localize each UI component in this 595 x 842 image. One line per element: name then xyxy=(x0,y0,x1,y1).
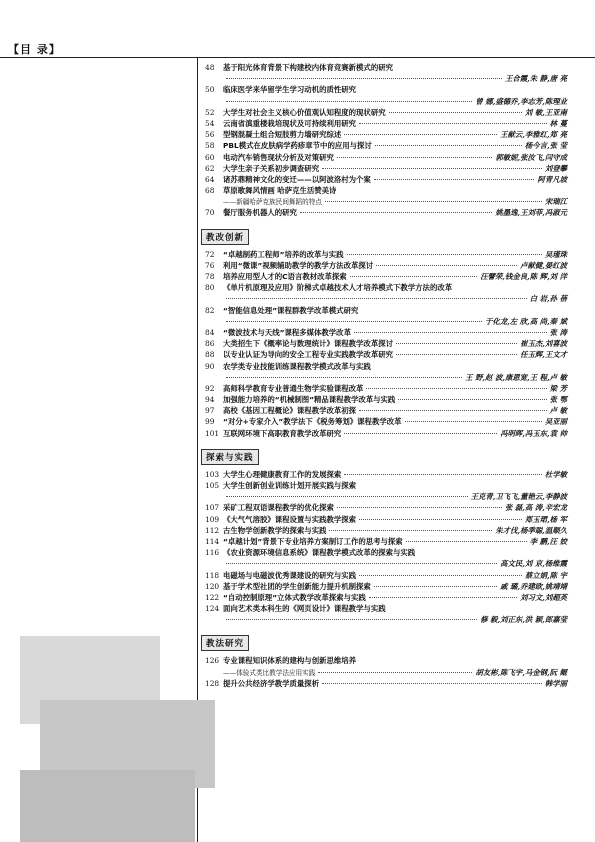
page-number: 94 xyxy=(205,395,215,405)
entry-authors: 刘 敏,王亚南 xyxy=(524,107,567,117)
leader-dots xyxy=(344,433,497,434)
leader-dots xyxy=(344,134,497,135)
toc-entry[interactable] xyxy=(205,416,567,427)
entry-line xyxy=(205,558,567,569)
leader-dots xyxy=(396,343,517,344)
leader-dots xyxy=(366,388,546,389)
leader-dots xyxy=(396,354,517,355)
toc-header: 【目 录】 xyxy=(8,43,61,56)
table-of-contents xyxy=(205,62,567,689)
entry-authors: 崔玉杰,刘喜波 xyxy=(520,339,567,349)
entry-title: 大学生心理健康教育工作的发展探索 xyxy=(223,469,342,479)
leader-dots xyxy=(374,179,535,180)
page-number: 101 xyxy=(205,428,220,438)
entry-line xyxy=(205,469,567,480)
entry-authors: 卢献健,晏红波 xyxy=(520,260,567,270)
entry-title: “微波技术与天线”课程多媒体教学改革 xyxy=(223,327,351,337)
page-number: 68 xyxy=(205,186,215,196)
toc-entry[interactable] xyxy=(205,428,567,439)
entry-title: 互联网环境下高职教育教学改革研究 xyxy=(223,428,342,438)
entry-group xyxy=(205,469,567,626)
entry-authors: 郑玉珺,杨 军 xyxy=(524,514,567,524)
entry-line xyxy=(205,361,567,372)
entry-title: 《农业资源环境信息系统》课程教学模式改革的探索与实践 xyxy=(223,548,416,558)
page-number: 99 xyxy=(205,417,215,427)
leader-dots xyxy=(359,123,547,124)
entry-title: 大学生创新创业训练计划开展实践与探索 xyxy=(223,481,357,490)
entry-title: “对分+专家介入”教学法下《税务筹划》课程教学改革 xyxy=(223,417,402,427)
page-number: 109 xyxy=(205,514,220,524)
entry-line xyxy=(205,502,567,513)
entry-line xyxy=(205,338,567,349)
entry-line xyxy=(205,271,567,282)
entry-line xyxy=(205,480,567,491)
page-number: 48 xyxy=(205,63,215,72)
entry-authors: 曾 娜,盛德乔,李志芳,陈理业 xyxy=(475,96,567,106)
page-number: 116 xyxy=(205,548,220,558)
page-number: 64 xyxy=(205,174,215,184)
toc-entry[interactable] xyxy=(205,570,567,581)
page-number: 86 xyxy=(205,339,215,349)
leader-dots xyxy=(369,597,517,598)
leader-dots xyxy=(344,474,542,475)
entry-subtitle: ——新疆哈萨克族民间舞蹈的特点 xyxy=(223,198,322,207)
entry-authors: 吴亚丽 xyxy=(544,417,567,427)
entry-title: 临床医学来华留学生学习动机的质性研究 xyxy=(223,85,357,95)
page-number: 76 xyxy=(205,260,215,270)
leader-dots xyxy=(406,541,527,542)
entry-line xyxy=(205,196,567,207)
entry-title: “自动控制原理”立体式教学改革探索与实践 xyxy=(223,592,366,602)
entry-authors: 王克青,卫飞飞,董艳云,李静波 xyxy=(470,492,567,502)
entry-title: 高师科学教育专业普通生物学实验课程改革 xyxy=(223,383,364,393)
entry-line xyxy=(205,185,567,196)
entry-line xyxy=(205,327,567,338)
entry-line xyxy=(205,73,567,84)
leader-dots xyxy=(354,332,547,333)
leader-dots xyxy=(359,519,522,520)
entry-subtitle: ——体验式类比教学法应用实践 xyxy=(223,668,316,677)
toc-entry[interactable] xyxy=(205,678,567,689)
page-number: 60 xyxy=(205,152,215,162)
leader-dots xyxy=(350,276,478,277)
leader-dots xyxy=(226,101,472,102)
page-number: 112 xyxy=(205,525,220,535)
entry-authors: 李 鹏,汪 姣 xyxy=(529,536,567,546)
page-number: 54 xyxy=(205,118,215,128)
entry-title: 专业课程知识体系的建构与创新思维培养 xyxy=(223,656,357,666)
entry-title: 诸苏鼎精神文化的变迁——以阿波洛村为个案 xyxy=(223,174,371,184)
entry-title: 《单片机原理及应用》阶梯式卓越技术人才培养模式下教学方法的改革 xyxy=(223,283,453,293)
entry-line xyxy=(205,383,567,394)
page-number: 97 xyxy=(205,406,215,416)
header-rule xyxy=(0,57,595,58)
page-number: 72 xyxy=(205,249,215,259)
entry-authors: 戚 璐,乔建欧,姚靖靖 xyxy=(500,581,567,591)
page-number: 92 xyxy=(205,383,215,393)
page-number: 90 xyxy=(205,361,215,371)
toc-entry[interactable] xyxy=(205,361,567,383)
entry-line xyxy=(205,514,567,525)
leader-dots xyxy=(318,672,472,673)
entry-authors: 梁 芳 xyxy=(549,383,567,393)
entry-line xyxy=(205,536,567,547)
entry-line xyxy=(205,394,567,405)
page-number: 122 xyxy=(205,592,220,602)
entry-authors: 卢 敏 xyxy=(549,406,567,416)
toc-entry[interactable] xyxy=(205,469,567,480)
page-number: 114 xyxy=(205,536,220,546)
entry-authors: 于化龙,左 欣,高 尚,秦 斌 xyxy=(485,316,567,326)
entry-title: 基于阳光体育背景下构建校内体育竞赛新模式的研究 xyxy=(223,63,393,72)
toc-entry[interactable] xyxy=(205,592,567,603)
toc-entry[interactable] xyxy=(205,514,567,525)
entry-authors: 杜学敏 xyxy=(544,469,567,479)
leader-dots xyxy=(322,168,542,169)
leader-dots xyxy=(374,586,497,587)
leader-dots xyxy=(226,298,527,299)
entry-title: PBL模式在皮肤病学药疹章节中的应用与探讨 xyxy=(223,141,372,151)
entry-title: “卓越制药工程师”培养的改革与实践 xyxy=(223,249,344,259)
page-number: 105 xyxy=(205,481,220,490)
entry-authors: 蔡立娟,陈 宇 xyxy=(524,570,567,580)
entry-title: 云南省滇重楼栽培现状及可持续利用研究 xyxy=(223,118,357,128)
entry-line xyxy=(205,129,567,140)
entry-authors: 吴瑾珠 xyxy=(544,249,567,259)
leader-dots xyxy=(226,321,482,322)
page-number: 107 xyxy=(205,503,220,513)
leader-dots xyxy=(226,619,477,620)
leader-dots xyxy=(226,496,468,497)
entry-title: 古生物学创新教学的探索与实践 xyxy=(223,525,327,535)
entry-line xyxy=(205,416,567,427)
leader-dots xyxy=(226,78,502,79)
entry-authors: 张 涛 xyxy=(549,327,567,337)
entry-title: 电动汽车销售现状分析及对策研究 xyxy=(223,152,334,162)
entry-authors: 张 鄂 xyxy=(549,395,567,405)
entry-authors: 高文民,刘 京,杨维霞 xyxy=(500,559,567,569)
entry-line xyxy=(205,491,567,502)
toc-entry[interactable] xyxy=(205,603,567,625)
entry-title: 利用“微课”视频辅助教学的教学方法改革探讨 xyxy=(223,260,374,270)
entry-group xyxy=(205,249,567,439)
page-number: 56 xyxy=(205,130,215,140)
toc-entry[interactable] xyxy=(205,84,567,106)
entry-authors: 王献云,李雅红,郑 亮 xyxy=(500,130,567,140)
toc-entry[interactable] xyxy=(205,383,567,394)
leader-dots xyxy=(337,507,502,508)
toc-entry[interactable] xyxy=(205,282,567,304)
entry-title: 大学生亲子关系初步调查研究 xyxy=(223,163,320,173)
entry-authors: 冯明晖,冯玉东,袁 帅 xyxy=(500,428,567,438)
entry-title: “智能信息处理”课程群教学改革模式研究 xyxy=(223,305,359,315)
leader-dots xyxy=(337,157,492,158)
leader-dots xyxy=(376,265,517,266)
toc-entry[interactable] xyxy=(205,581,567,592)
toc-entry[interactable] xyxy=(205,152,567,163)
entry-line xyxy=(205,207,567,218)
page-number: 62 xyxy=(205,163,215,173)
entry-line xyxy=(205,62,567,73)
entry-title: 面向艺术类本科生的《网页设计》课程教学与实践 xyxy=(223,604,386,614)
toc-entry[interactable] xyxy=(205,394,567,405)
toc-entry[interactable] xyxy=(205,327,567,338)
page-number: 120 xyxy=(205,581,220,591)
toc-entry[interactable] xyxy=(205,655,567,677)
leader-dots xyxy=(347,254,542,255)
page-number: 80 xyxy=(205,283,215,293)
section-heading-practice: 探索与实践 xyxy=(201,449,259,465)
entry-line xyxy=(205,592,567,603)
page-number: 78 xyxy=(205,272,215,281)
decorative-block xyxy=(20,770,195,842)
leader-dots xyxy=(226,563,497,564)
entry-authors: 郭敏妮,张汝飞,闫守成 xyxy=(495,152,567,162)
toc-entry[interactable] xyxy=(205,271,567,282)
entry-authors: 宋瑞江 xyxy=(544,197,567,207)
page-number: 124 xyxy=(205,604,220,614)
page-number: 88 xyxy=(205,350,215,360)
leader-dots xyxy=(226,377,462,378)
section-heading-reform: 教改创新 xyxy=(201,229,249,245)
toc-entry[interactable] xyxy=(205,536,567,547)
entry-authors: 韩学丽 xyxy=(544,678,567,688)
page-number: 118 xyxy=(205,570,220,580)
entry-group xyxy=(205,62,567,219)
leader-dots xyxy=(375,145,522,146)
leader-dots xyxy=(405,421,542,422)
entry-line xyxy=(205,570,567,581)
leader-dots xyxy=(329,530,492,531)
entry-line xyxy=(205,152,567,163)
entry-authors: 杨今言,张 莹 xyxy=(524,141,567,151)
entry-authors: 刘登攀 xyxy=(544,163,567,173)
entry-line xyxy=(205,316,567,327)
entry-line xyxy=(205,293,567,304)
entry-title: 草原歌舞风情画 哈萨克生活赞美诗 xyxy=(223,186,337,196)
entry-authors: 汪譬荣,钱金良,陈 辉,刘 洋 xyxy=(480,272,567,281)
entry-title: 采矿工程双语课程教学的优化探索 xyxy=(223,503,334,513)
entry-title: 高校《基因工程概论》课程教学改革初探 xyxy=(223,406,357,416)
entry-title: 餐厅服务机器人的研究 xyxy=(223,208,297,218)
leader-dots xyxy=(359,575,522,576)
leader-dots xyxy=(300,212,492,213)
page-number: 50 xyxy=(205,85,215,95)
toc-entry[interactable] xyxy=(205,107,567,118)
toc-entry[interactable] xyxy=(205,305,567,327)
toc-entry[interactable] xyxy=(205,185,567,207)
page-number: 84 xyxy=(205,327,215,337)
entry-line xyxy=(205,96,567,107)
toc-entry[interactable] xyxy=(205,525,567,536)
toc-entry[interactable] xyxy=(205,480,567,502)
toc-entry[interactable] xyxy=(205,62,567,84)
page-number: 82 xyxy=(205,305,215,315)
entry-line xyxy=(205,614,567,625)
entry-authors: 白 岩,孙 蓓 xyxy=(529,294,567,304)
entry-authors: 姚墨逸,王刘菲,冯淑元 xyxy=(495,208,567,218)
entry-line xyxy=(205,405,567,416)
entry-line xyxy=(205,349,567,360)
entry-title: 培养应用型人才的C语言教材改革探索 xyxy=(223,272,347,281)
entry-line xyxy=(205,260,567,271)
leader-dots xyxy=(398,399,546,400)
page-number: 128 xyxy=(205,678,220,688)
entry-line xyxy=(205,305,567,316)
page-number: 103 xyxy=(205,469,220,479)
leader-dots xyxy=(389,112,522,113)
toc-entry[interactable] xyxy=(205,129,567,140)
entry-line xyxy=(205,107,567,118)
entry-authors: 王 野,赵 波,康恩宽,王 程,卢 敏 xyxy=(465,372,567,382)
entry-authors: 任玉辉,王文才 xyxy=(520,350,567,360)
toc-entry[interactable] xyxy=(205,338,567,349)
page-number: 70 xyxy=(205,208,215,218)
toc-entry[interactable] xyxy=(205,260,567,271)
entry-authors: 王合霞,朱 静,唐 亮 xyxy=(504,74,567,84)
entry-title: 提升公共经济学教学质量探析 xyxy=(223,678,320,688)
entry-authors: 胡友彬,陈飞宇,马金钢,阮 鲲 xyxy=(475,667,567,677)
entry-line xyxy=(205,84,567,95)
entry-line xyxy=(205,428,567,439)
entry-title: 以专业认证为导向的安全工程专业实践教学改革研究 xyxy=(223,350,393,360)
toc-entry[interactable] xyxy=(205,207,567,218)
page-number: 52 xyxy=(205,107,215,117)
entry-line xyxy=(205,678,567,689)
toc-entry[interactable] xyxy=(205,118,567,129)
entry-line xyxy=(205,547,567,558)
entry-title: 型钢混凝土组合短肢剪力墙研究综述 xyxy=(223,130,342,140)
leader-dots xyxy=(325,201,542,202)
entry-line xyxy=(205,174,567,185)
entry-authors: 朱才伐,杨季聪,温顺久 xyxy=(495,525,567,535)
entry-line xyxy=(205,655,567,666)
entry-authors: 林 蔓 xyxy=(549,118,567,128)
entry-title: 电磁场与电磁波优秀课建设的研究与实践 xyxy=(223,570,357,580)
toc-entry[interactable] xyxy=(205,349,567,360)
entry-line xyxy=(205,603,567,614)
entry-line xyxy=(205,282,567,293)
leader-dots xyxy=(359,410,547,411)
entry-title: “卓越计划”背景下专业培养方案制订工作的思考与探索 xyxy=(223,536,403,546)
toc-entry[interactable] xyxy=(205,174,567,185)
entry-title: 《大气气溶胶》课程设置与实践教学探索 xyxy=(223,514,357,524)
entry-authors: 张 磊,高 涛,辛宏龙 xyxy=(504,503,567,513)
entry-authors: 阿青凡坡 xyxy=(537,174,567,184)
entry-authors: 刘习文,刘超英 xyxy=(520,592,567,602)
entry-line xyxy=(205,249,567,260)
entry-line xyxy=(205,118,567,129)
toc-entry[interactable] xyxy=(205,547,567,569)
section-heading-method: 教法研究 xyxy=(201,635,249,651)
entry-title: 基于学术型社团的学生创新能力提升机制探索 xyxy=(223,581,371,591)
toc-entry[interactable] xyxy=(205,163,567,174)
entry-title: 大学生对社会主义核心价值观认知程度的现状研究 xyxy=(223,107,386,117)
toc-entry[interactable] xyxy=(205,502,567,513)
entry-line xyxy=(205,163,567,174)
entry-line xyxy=(205,372,567,383)
toc-entry[interactable] xyxy=(205,249,567,260)
toc-entry[interactable] xyxy=(205,405,567,416)
entry-title: 加强能力培养的“机械制图”精品课程教学改革与实践 xyxy=(223,395,396,405)
page-number: 58 xyxy=(205,141,215,151)
entry-group xyxy=(205,655,567,689)
entry-line xyxy=(205,525,567,536)
entry-title: 农学类专业技能训练课程教学模式改革与实践 xyxy=(223,361,371,371)
entry-line xyxy=(205,140,567,151)
leader-dots xyxy=(322,683,542,684)
entry-line xyxy=(205,667,567,678)
entry-line xyxy=(205,581,567,592)
entry-authors: 修 毅,刘正东,洪 颖,郎嘉莹 xyxy=(480,615,567,625)
entry-title: 大类招生下《概率论与数理统计》课程教学改革探讨 xyxy=(223,339,393,349)
toc-entry[interactable] xyxy=(205,140,567,151)
page-number: 126 xyxy=(205,656,220,666)
